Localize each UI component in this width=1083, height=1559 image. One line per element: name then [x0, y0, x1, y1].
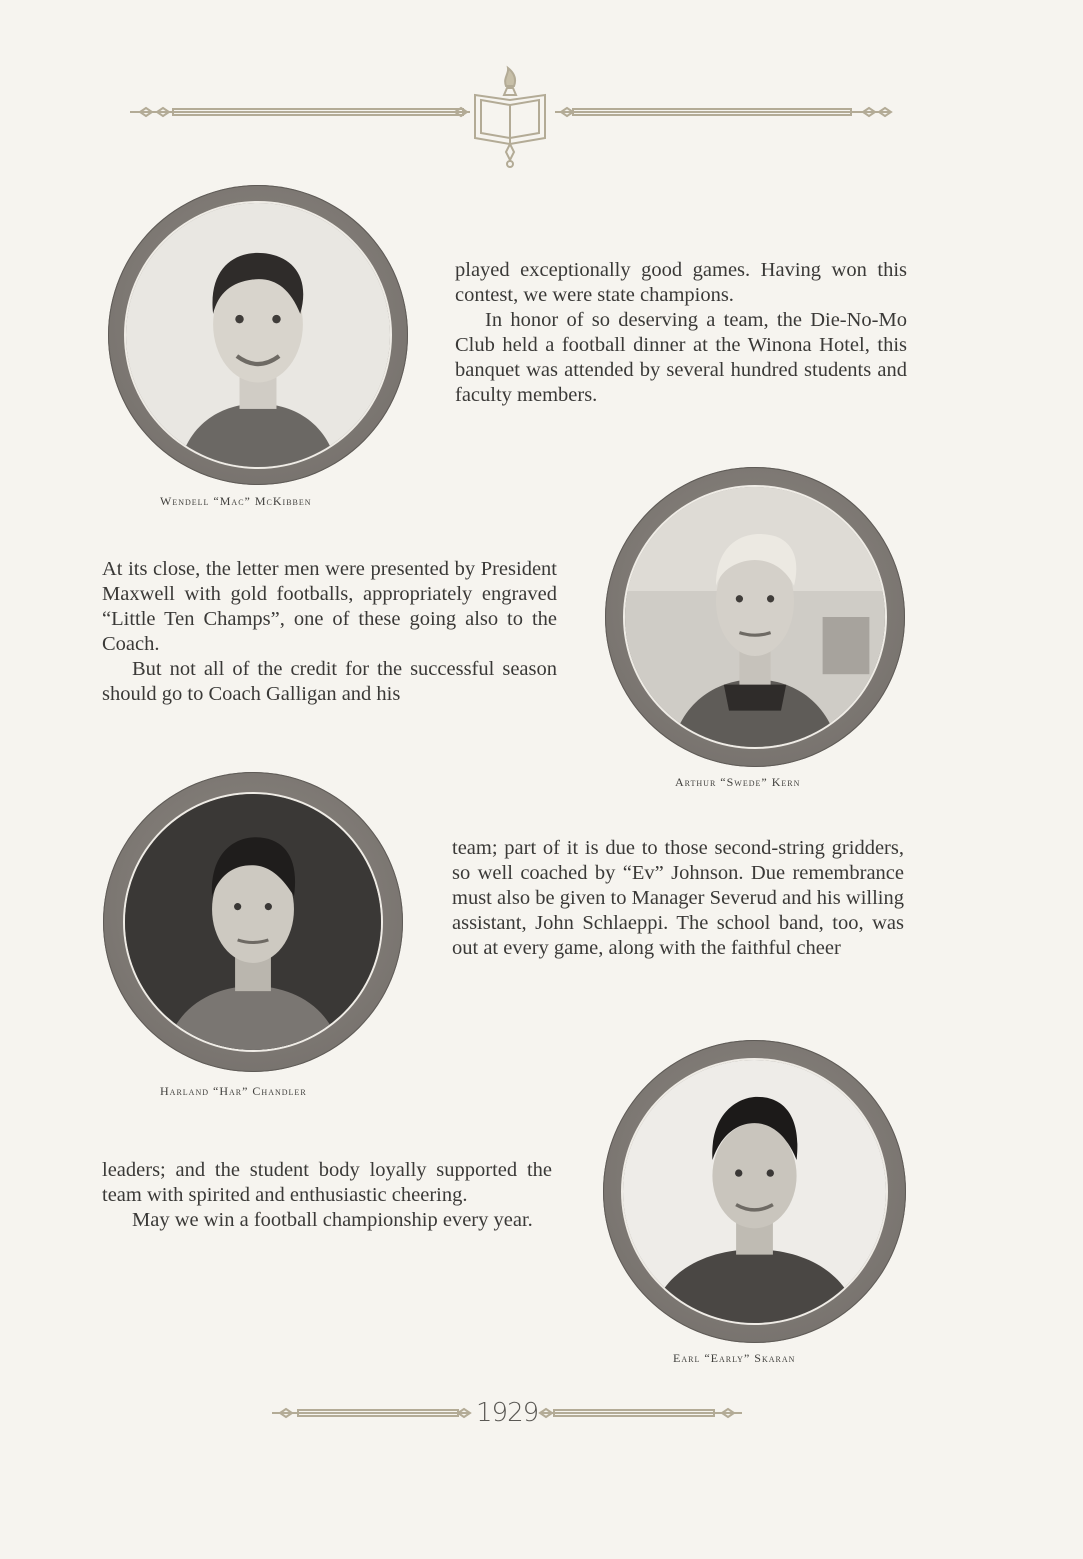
paragraph: leaders; and the student body loyally supported the team with spirited and enthusiastic cheering. [102, 1159, 552, 1206]
portrait-photo-chandler [125, 794, 381, 1050]
portrait-frame-mckibben [108, 185, 408, 485]
portrait-caption-skaran: Earl “Early” Skaran [673, 1351, 796, 1365]
text-block-4 [102, 1158, 552, 1233]
paragraph: played exceptionally good games. Having won this contest, we were state champions. [455, 259, 907, 306]
portrait-caption-mckibben: Wendell “Mac” McKibben [160, 494, 312, 508]
paragraph: team; part of it is due to those second-string gridders, so well coached by “Ev” Johnson. Due remembrance must also be given to Manager Severud and his willing assistant, John Schlaeppi. The school band, too, was out at every game, along with the faithful cheer [452, 837, 904, 959]
portrait-photo-mckibben [126, 203, 390, 467]
paragraph: At its close, the letter men were presented by President Maxwell with gold footballs, appropriately engraved “Little Ten Champs”, one of these going also to the Coach. [102, 558, 557, 655]
paragraph: In honor of so deserving a team, the Die-No-Mo Club held a football dinner at the Winona Hotel, this banquet was attended by several hundred students and faculty members. [455, 309, 907, 406]
portrait-photo-kern [625, 487, 885, 747]
portrait-photo-skaran [623, 1060, 886, 1323]
portrait-frame-skaran [603, 1040, 906, 1343]
page-year: 1929 [476, 1398, 539, 1428]
paragraph: May we win a football championship every year. [132, 1209, 533, 1231]
text-block-3 [452, 836, 904, 961]
header-ornament [125, 60, 895, 170]
portrait-caption-kern: Arthur “Swede” Kern [675, 775, 801, 789]
text-block-1 [455, 258, 907, 408]
portrait-caption-chandler: Harland “Har” Chandler [160, 1084, 307, 1098]
text-block-2 [102, 557, 557, 707]
paragraph: But not all of the credit for the successful season should go to Coach Galligan and his [102, 658, 557, 705]
portrait-frame-kern [605, 467, 905, 767]
portrait-frame-chandler [103, 772, 403, 1072]
